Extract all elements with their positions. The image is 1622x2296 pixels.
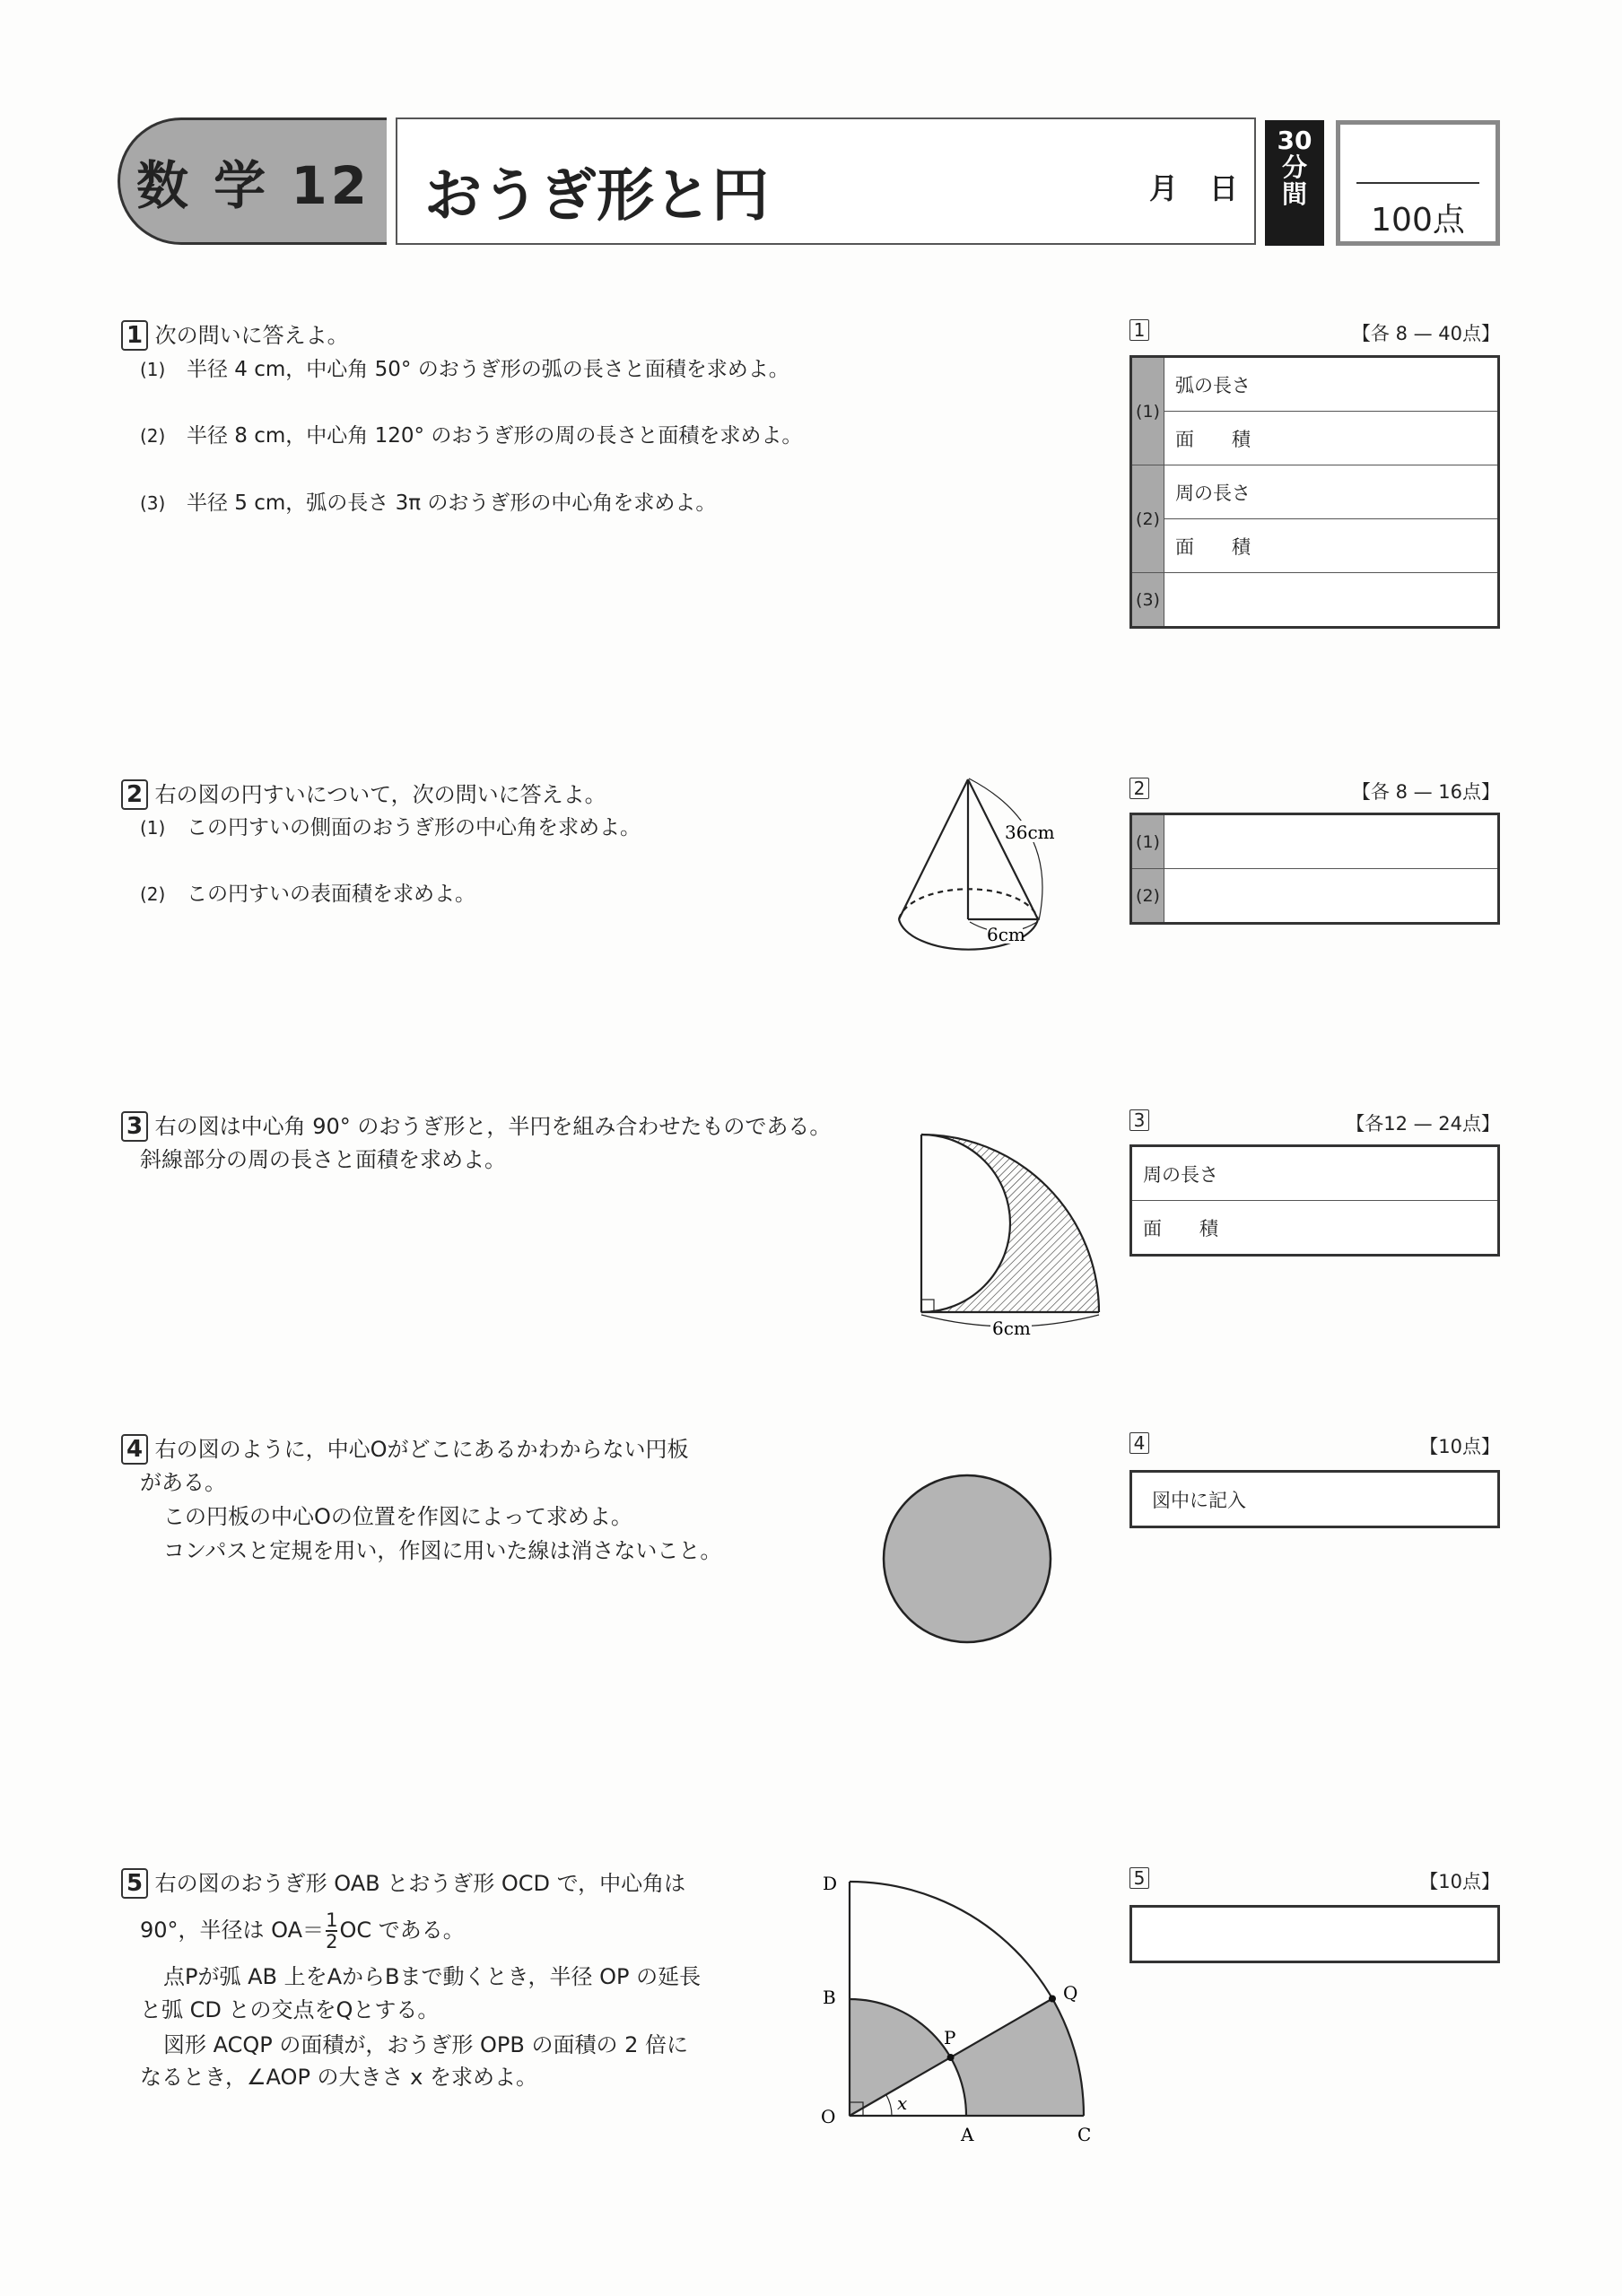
point-Q-dot [1049, 1996, 1056, 2003]
circular-disc[interactable] [884, 1475, 1051, 1642]
q1-number: 1 [121, 320, 148, 351]
q2-number: 2 [121, 779, 148, 810]
a1-points: 【各 8 — 40点】 [1351, 323, 1500, 344]
answer-field-1-3[interactable] [1164, 573, 1499, 628]
answer-field-1-2-perimeter[interactable] [1164, 465, 1499, 519]
right-angle-mark [921, 1300, 934, 1312]
row-label: (1) [1131, 814, 1164, 869]
q2-item-2 [140, 877, 475, 907]
q5-number: 5 [121, 1868, 148, 1899]
label-Q: Q [1063, 1982, 1078, 2004]
answer-table-1 [1129, 355, 1500, 629]
row-label: (2) [1131, 869, 1164, 924]
label-P: P [944, 2027, 956, 2048]
slant-label: 36cm [1005, 822, 1055, 843]
day-label: 日 [1209, 171, 1239, 205]
item-number: (3) [140, 492, 166, 514]
cone-slant-edge [968, 779, 1038, 919]
q5-text-line-4: と弧 CD との交点をQとする。 [140, 1997, 440, 2022]
page-title: おうぎ形と円 [424, 162, 769, 230]
answer-number: 2 [1129, 778, 1149, 799]
text: 90°，半径は OA＝ [140, 1918, 325, 1943]
answer-table-4 [1129, 1470, 1500, 1528]
field-label: 面 積 [1143, 1217, 1218, 1239]
score-line [1356, 182, 1479, 184]
a4-number [1129, 1432, 1149, 1454]
q3-text-line-1: 右の図は中心角 90° のおうぎ形と，半円を組み合わせたものである。 [154, 1114, 832, 1139]
q5-text-line-3: 点Pが弧 AB 上をAからBまで動くとき，半径 OP の延長 [163, 1964, 702, 1989]
answer-number: 5 [1129, 1867, 1149, 1889]
answer-field-1-1-area[interactable] [1164, 412, 1499, 465]
point-P-dot [947, 2054, 955, 2061]
q3-text-line-2: 斜線部分の周の長さと面積を求めよ。 [140, 1147, 506, 1172]
q1-item-1 [140, 352, 789, 382]
q2-prompt [121, 777, 606, 810]
disc-figure[interactable] [879, 1471, 1059, 1650]
q4-number: 4 [121, 1434, 148, 1465]
a5-number [1129, 1867, 1149, 1889]
item-number: (2) [140, 425, 166, 447]
item-number: (2) [140, 883, 166, 905]
fraction [326, 1910, 337, 1952]
text: OC である。 [339, 1918, 465, 1943]
answer-field-1-1-arc[interactable] [1164, 357, 1499, 412]
sector-semicircle-figure [897, 1103, 1130, 1336]
answer-number: 4 [1129, 1432, 1149, 1454]
a3-number [1129, 1109, 1149, 1131]
row-label: (3) [1131, 573, 1164, 628]
answer-field-1-2-area[interactable] [1164, 519, 1499, 573]
item-text: 半径 4 cm，中心角 50° のおうぎ形の弧の長さと面積を求めよ。 [187, 358, 789, 381]
a1-number [1129, 319, 1149, 341]
two-sectors-figure [807, 1857, 1112, 2152]
item-text: この円すいの側面のおうぎ形の中心角を求めよ。 [187, 816, 641, 839]
time-number: 30 [1277, 126, 1312, 155]
radius-label: 6cm [987, 924, 1025, 945]
answer-field-2-1[interactable] [1164, 814, 1499, 869]
label-D: D [823, 1873, 838, 1894]
a5-points: 【10点】 [1419, 1871, 1500, 1892]
label-O: O [821, 2106, 836, 2127]
label-A: A [961, 2124, 974, 2145]
answer-table-5 [1129, 1905, 1500, 1963]
answer-field-3-area[interactable] [1131, 1201, 1499, 1256]
row-label: (2) [1131, 465, 1164, 573]
item-number: (1) [140, 817, 166, 839]
q4-text-line-1: 右の図のように，中心Oがどこにあるかわからない円板 [154, 1437, 689, 1462]
denominator: 2 [326, 1931, 338, 1952]
q2-item-1 [140, 811, 641, 840]
numerator: 1 [326, 1909, 338, 1931]
angle-x-arc [886, 2095, 892, 2117]
field-label: 弧の長さ [1175, 374, 1251, 396]
item-number: (1) [140, 359, 166, 380]
q4-prompt [121, 1431, 689, 1465]
radius-label: 6cm [992, 1318, 1031, 1336]
field-label: 周の長さ [1175, 482, 1251, 504]
slant-dimension-arc [969, 778, 1042, 920]
q5-prompt [121, 1866, 685, 1899]
answer-field-4[interactable] [1131, 1472, 1499, 1527]
row-label: (1) [1131, 357, 1164, 465]
a3-points: 【各12 — 24点】 [1346, 1113, 1500, 1135]
q5-text-line-2 [140, 1910, 465, 1952]
field-label: 面 積 [1175, 428, 1251, 450]
answer-field-5[interactable] [1131, 1907, 1499, 1962]
item-text: 半径 5 cm，弧の長さ 3π のおうぎ形の中心角を求めよ。 [187, 491, 717, 515]
a2-number [1129, 778, 1149, 799]
angle-x-label: x [897, 2092, 908, 2114]
q5-text-line-5: 図形 ACQP の面積が，おうぎ形 OPB の面積の 2 倍に [163, 2032, 688, 2057]
label-C: C [1077, 2124, 1092, 2145]
time-unit-1: 分 [1281, 152, 1307, 182]
answer-table-3 [1129, 1144, 1500, 1257]
score-total: 100点 [1371, 202, 1465, 239]
field-label: 面 積 [1175, 535, 1251, 558]
cone-figure [879, 762, 1112, 969]
item-text: この円すいの表面積を求めよ。 [187, 883, 475, 906]
a4-points: 【10点】 [1419, 1436, 1500, 1457]
q2-text: 右の図の円すいについて，次の問いに答えよ。 [154, 782, 606, 807]
month-label: 月 [1149, 171, 1179, 205]
q5-text-line-6: なるとき，∠AOP の大きさ x を求めよ。 [140, 2065, 538, 2090]
q4-text-line-4: コンパスと定規を用い，作図に用いた線は消さないこと。 [163, 1538, 722, 1563]
q1-item-2 [140, 419, 802, 448]
q1-text: 次の問いに答えよ。 [154, 323, 349, 348]
answer-field-3-perimeter[interactable] [1131, 1146, 1499, 1201]
item-text: 半径 8 cm，中心角 120° のおうぎ形の周の長さと面積を求めよ。 [187, 424, 803, 448]
answer-number: 1 [1129, 319, 1149, 341]
score-box[interactable] [1336, 120, 1500, 246]
q1-item-3 [140, 486, 716, 516]
a2-points: 【各 8 — 16点】 [1351, 781, 1500, 803]
subject-label: 数 学 12 [135, 155, 371, 216]
answer-number: 3 [1129, 1109, 1149, 1131]
q4-text-line-3: この円板の中心Oの位置を作図によって求めよ。 [163, 1504, 632, 1529]
label-B: B [823, 1987, 836, 2008]
q3-number: 3 [121, 1111, 148, 1142]
q3-prompt [121, 1109, 831, 1142]
subject-tab [118, 117, 387, 245]
q1-prompt [121, 317, 349, 351]
time-limit-badge [1265, 120, 1324, 246]
answer-table-2 [1129, 813, 1500, 925]
field-label: 図中に記入 [1152, 1489, 1246, 1511]
q4-text-line-2: がある。 [140, 1470, 226, 1495]
q5-text-line-1: 右の図のおうぎ形 OAB とおうぎ形 OCD で，中心角は [154, 1871, 686, 1896]
time-unit-2: 間 [1281, 179, 1307, 209]
field-label: 周の長さ [1143, 1163, 1218, 1186]
cone-left-edge [899, 779, 968, 919]
region-ACQP-shaded [951, 1999, 1084, 2117]
answer-field-2-2[interactable] [1164, 869, 1499, 924]
title-box [396, 117, 1256, 245]
